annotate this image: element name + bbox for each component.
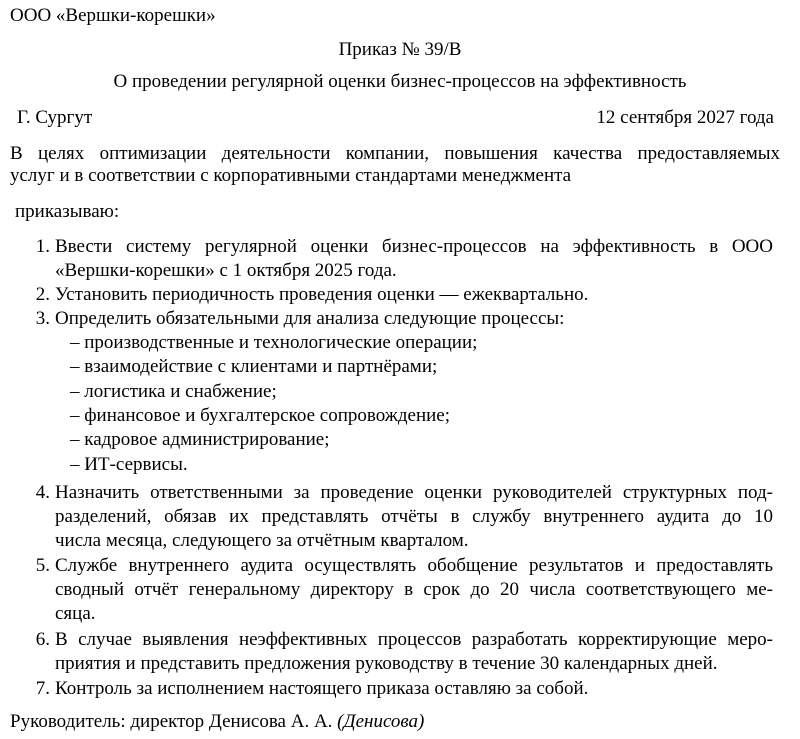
order-city: Г. Сургут bbox=[17, 107, 93, 128]
item-number: 3. bbox=[35, 308, 50, 329]
order-date: 12 сентября 2027 года bbox=[596, 107, 774, 128]
handwritten-signature: (Денисова) bbox=[337, 711, 425, 732]
item-number: 5. bbox=[35, 555, 50, 576]
item-text-line: сяца. bbox=[55, 603, 96, 624]
sub-item: – логистика и снабжение; bbox=[70, 381, 277, 402]
item-text-line: «Вершки-корешки» с 1 октября 2025 года. bbox=[55, 260, 397, 281]
sub-item: – финансовое и бухгалтерское сопровождение; bbox=[70, 405, 451, 426]
item-number: 4. bbox=[35, 482, 50, 503]
item-text-line: разделений, обязав их представлять отчёты в службу внутреннего аудита до 10 bbox=[55, 506, 773, 527]
sub-item: – кадровое администрирование; bbox=[70, 429, 330, 450]
item-text-line: числа месяца, следующего за отчётным кварталом. bbox=[55, 530, 469, 551]
sub-item: – производственные и технологические операции; bbox=[70, 332, 478, 353]
item-text-line: приятия и представить предложения руководству в течение 30 календарных дней. bbox=[55, 653, 718, 674]
item-number: 7. bbox=[35, 678, 50, 699]
preamble-line-1: В целях оптимизации деятельности компании, повышения качества предоставляемых bbox=[10, 143, 780, 164]
item-number: 1. bbox=[35, 236, 50, 257]
item-text-line: Назначить ответственными за проведение оценки руководителей структурных под- bbox=[55, 482, 773, 503]
order-subject: О проведении регулярной оценки бизнес-процессов на эффективность bbox=[113, 71, 687, 92]
organization-name: ООО «Вершки-корешки» bbox=[10, 5, 216, 26]
signature-block bbox=[10, 710, 424, 734]
order-title: Приказ № 39/В bbox=[338, 39, 462, 60]
item-number: 2. bbox=[35, 284, 50, 305]
preamble-line-2: услуг и в соответствии с корпоративными стандартами менеджмента bbox=[10, 165, 572, 186]
item-text-line: Службе внутреннего аудита осуществлять обобщение результатов и предоставлять bbox=[55, 555, 773, 576]
item-text-line: В случае выявления неэффективных процессов разработать корректирующие меро- bbox=[55, 629, 773, 650]
item-text-line: Установить периодичность проведения оценки — ежеквартально. bbox=[55, 284, 589, 305]
item-text-line: Определить обязательными для анализа следующие процессы: bbox=[55, 308, 565, 329]
order-word: приказываю: bbox=[15, 201, 120, 222]
item-text-line: сводный отчёт генеральному директору в срок до 20 числа соответствующего ме- bbox=[55, 579, 773, 600]
item-text-line: Контроль за исполнением настоящего приказа оставляю за собой. bbox=[55, 678, 589, 699]
item-number: 6. bbox=[35, 629, 50, 650]
sub-item: – ИТ-сервисы. bbox=[70, 454, 188, 475]
sub-item: – взаимодействие с клиентами и партнёрами; bbox=[70, 356, 438, 377]
signature-label: Руководитель: директор Денисова А. А. bbox=[10, 711, 333, 732]
item-text-line: Ввести систему регулярной оценки бизнес-процессов на эффективность в ООО bbox=[55, 236, 773, 257]
